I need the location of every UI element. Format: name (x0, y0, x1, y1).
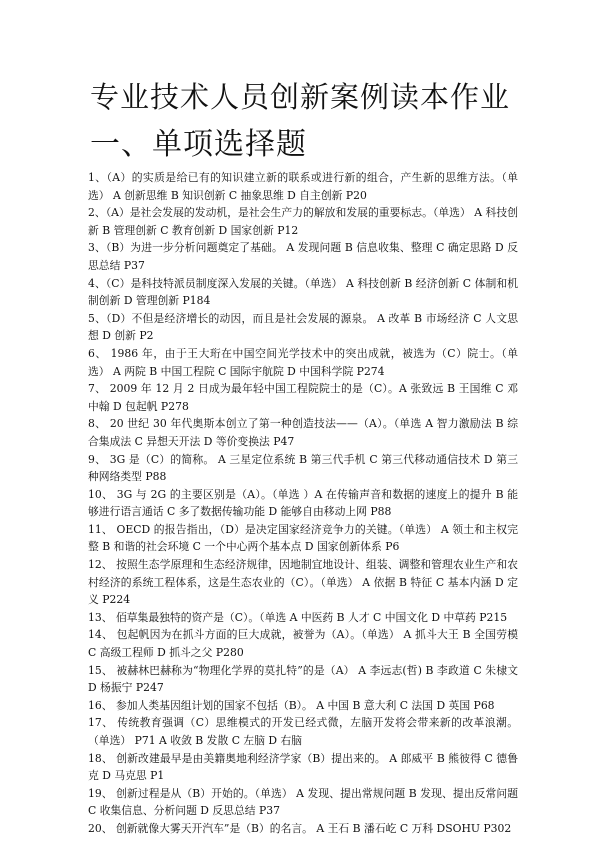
question-item: 13、 佰草集最独特的资产是（C）。（单选 A 中医药 B 人才 C 中国文化 D 中草药 P215 (88, 610, 508, 624)
question-item: 20、 创新就像大雾天开汽车”是（B）的名言。 A 王石 B 潘石屹 C 万科 DSOHU P302 (88, 821, 512, 835)
question-item: 10、 3G 与 2G 的主要区别是（A）。（单选 ）A 在传输声音和数据的速度上的提升 B 能够进行语言通话 C 多了数据传输功能 D 能够自由移动上网 P88 (88, 487, 518, 519)
question-item: 19、 创新过程是从（B）开始的。（单选） A 发现、提出常规问题 B 发现、提出反常问题 C 收集信息、分析问题 D 反思总结 P37 (88, 786, 518, 818)
question-item: 11、 OECD 的报告指出，（D）是决定国家经济竞争力的关键。（单选） A 领土和主权完整 B 和谐的社会环境 C 一个中心两个基本点 D 国家创新体系 P6 (88, 522, 518, 554)
question-item: 14、 包起帆因为在抓斗方面的巨大成就，被誉为（A）。（单选） A 抓斗大王 B 全国劳模 C 高级工程师 D 抓斗之父 P280 (88, 628, 518, 660)
question-item: 12、 按照生态学原理和生态经济规律，因地制宜地设计、组装、调整和管理农业生产和农村经济的系统工程体系，这是生态农业的（C）。（单选） A 依据 B 特征 C 基本内涵 D 定义 P224 (88, 558, 518, 607)
document-title: 专业技术人员创新案例读本作业 (89, 80, 510, 114)
question-item: 16、 参加人类基因组计划的国家不包括（B）。 A 中国 B 意大利 C 法国 D 英国 P68 (88, 698, 495, 712)
question-item: 3、（B）为进一步分析问题奠定了基础。 A 发现问题 B 信息收集、整理 C 确定思路 D 反思总结 P37 (88, 241, 518, 272)
question-item: 7、 2009 年 12 月 2 日成为最年轻中国工程院院士的是（C）。A 张致远 B 王国维 C 邓中翰 D 包起帆 P278 (88, 382, 518, 413)
question-item: 18、 创新改建最早是由美籍奥地利经济学家（B）提出来的。 A 郎威平 B 熊彼得 C 德鲁克 D 马克思 P1 (88, 751, 518, 783)
question-item: 9、 3G 是（C）的简称。 A 三星定位系统 B 第三代手机 C 第三代移动通信技术 D 第三种网络类型 P88 (88, 452, 518, 484)
question-list (88, 169, 518, 838)
question-item: 17、 传统教育强调（C）思维模式的开发已经式微，左脑开发将会带来新的改革浪潮。（单选） P71 A 收敛 B 发散 C 左脑 D 右脑 (88, 716, 518, 747)
question-item: 5、（D）不但是经济增长的动因，而且是社会发展的源泉。 A 改革 B 市场经济 C 人文思想 D 创新 P2 (88, 311, 518, 343)
question-item: 4、（C）是科技特派员制度深入发展的关键。（单选） A 科技创新 B 经济创新 C 体制和机制创新 D 管理创新 P184 (88, 276, 518, 308)
question-item: 6、 1986 年，由于王大珩在中国空间光学技术中的突出成就，被选为（C）院士。（单选） A 两院 B 中国工程院 C 国际宇航院 D 中国科学院 P274 (88, 346, 518, 378)
section-heading: 一、单项选择题 (90, 127, 307, 162)
question-item: 2、（A）是社会发展的发动机，是社会生产力的解放和发展的重要标志。（单选） A 科技创新 B 管理创新 C 教育创新 D 国家创新 P12 (88, 206, 518, 237)
question-item: 15、 被赫林巴赫称为“物理化学界的莫扎特”的是（A） A 李远志(哲) B 李政道 C 朱棣文 D 杨振宁 P247 (88, 663, 518, 695)
question-item: 1、（A）的实质是给已有的知识建立新的联系或进行新的组合，产生新的思维方法。（单选） A 创新思维 B 知识创新 C 抽象思维 D 自主创新 P20 (88, 171, 518, 202)
question-item: 8、 20 世纪 30 年代奥斯本创立了第一种创造技法——（A）。（单选 A 智力激励法 B 综合集成法 C 异想天开法 D 等价变换法 P47 (88, 417, 518, 448)
